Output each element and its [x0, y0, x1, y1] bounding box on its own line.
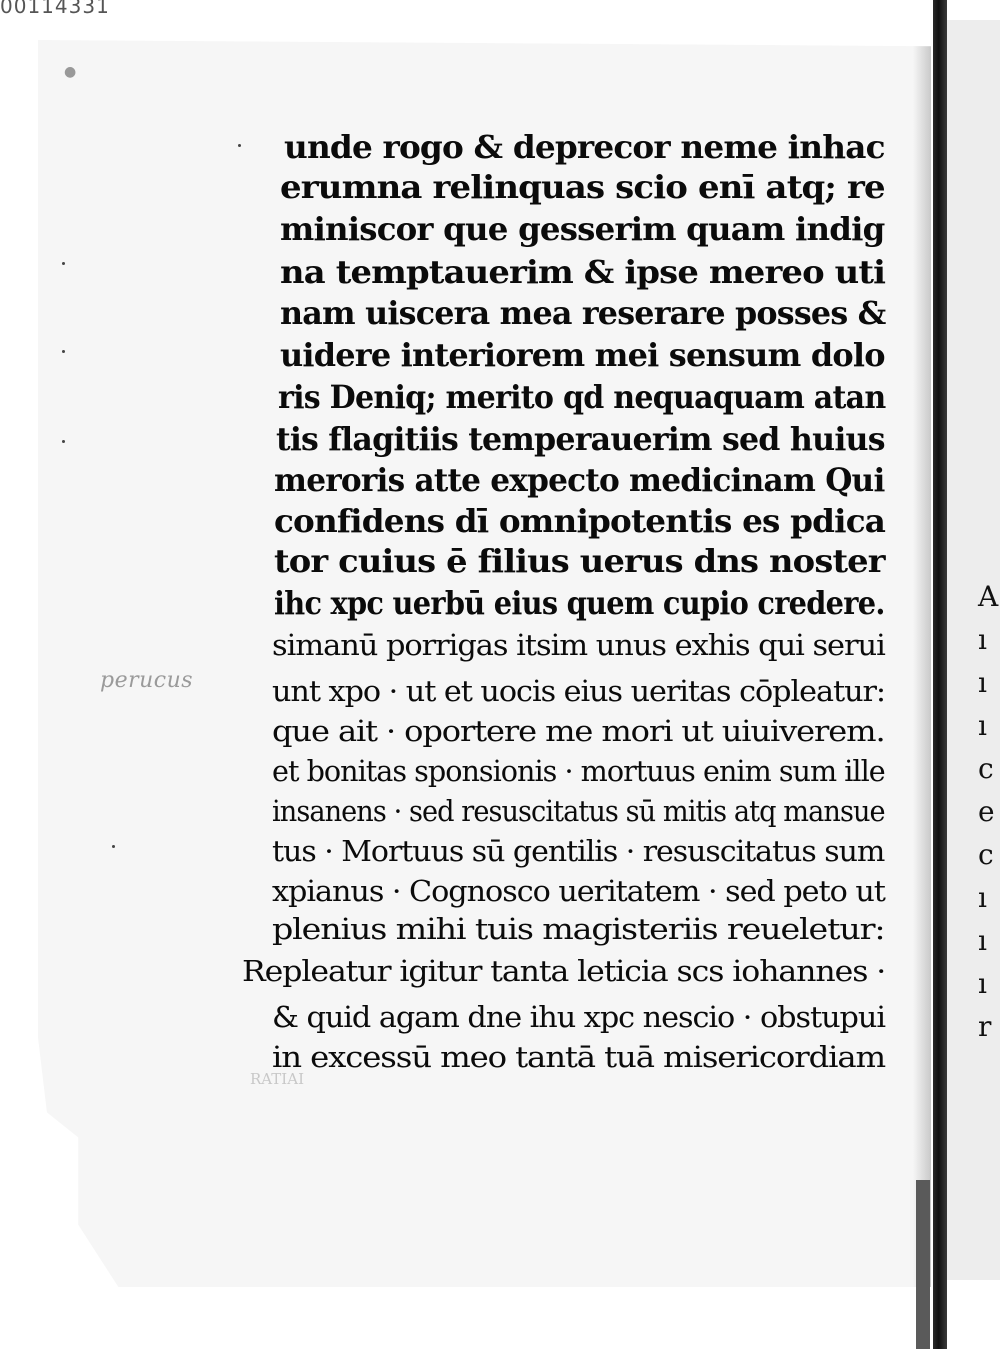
text-line: simanū porrigas itsim unus exhis qui serui — [272, 628, 885, 662]
facing-letter: ı — [978, 924, 987, 957]
text-line: tor cuius ē filius uerus dns noster — [274, 542, 885, 580]
text-line: meroris atte expecto medicinam Qui — [274, 461, 885, 499]
text-line: insanens · sed resuscitatus sū mitis atq mansue — [272, 794, 885, 828]
text-line: et bonitas sponsionis · mortuus enim sum ille — [272, 754, 885, 788]
text-line: uidere interiorem mei sensum dolo — [280, 336, 885, 374]
facing-letter: e — [978, 795, 995, 828]
facing-page-letters — [978, 575, 998, 1048]
text-line-initial: Repleatur igitur tanta leticia scs iohannes · — [242, 954, 886, 988]
margin-annotation: perucus — [100, 668, 194, 693]
prick-mark — [62, 350, 65, 353]
scan-id-label: 00114331 — [0, 0, 110, 18]
prick-mark — [112, 845, 115, 848]
prick-mark — [238, 144, 241, 147]
text-line: tus · Mortuus sū gentilis · resuscitatus sum — [272, 834, 885, 868]
facing-letter: ı — [978, 709, 987, 742]
text-line: in excessū meo tantā tuā misericordiam — [272, 1040, 886, 1074]
facing-letter: ı — [978, 967, 987, 1000]
text-line: que ait · oportere me mori ut uiuiverem. — [272, 714, 885, 748]
facing-letter: A — [978, 580, 999, 613]
prick-mark — [62, 440, 65, 443]
book-gutter — [933, 0, 947, 1349]
corner-smudge-icon: ● — [64, 64, 77, 80]
prick-mark — [62, 262, 65, 265]
text-line: ris Deniq; merito qd nequaquam atan — [278, 378, 886, 416]
gutter-shadow — [916, 1180, 930, 1349]
text-line: miniscor que gesserim quam indig — [280, 210, 885, 248]
text-line: confidens dī omnipotentis es pdica — [274, 502, 886, 540]
facing-letter: ı — [978, 881, 987, 914]
text-line: & quid agam dne ihu xpc nescio · obstupui — [272, 1000, 885, 1034]
text-line: xpianus · Cognosco ueritatem · sed peto ut — [272, 874, 885, 908]
text-line: unde rogo & deprecor neme inhac — [284, 128, 885, 166]
facing-letter: c — [978, 838, 994, 871]
faint-bleedthrough-text: RATIAI — [250, 1070, 304, 1088]
facing-letter: ı — [978, 666, 987, 699]
text-line: na temptauerim & ipse mereo uti — [280, 253, 886, 291]
facing-letter: r — [978, 1010, 992, 1043]
text-line: unt xpo · ut et uocis eius ueritas cōpleatur: — [272, 674, 886, 708]
facing-letter: ı — [978, 623, 987, 656]
facing-letter: c — [978, 752, 994, 785]
text-line: nam uiscera mea reserare posses & — [280, 294, 886, 332]
text-line: plenius mihi tuis magisteriis reueletur: — [272, 912, 885, 946]
text-line: ihc xpc uerbū eius quem cupio credere. — [274, 584, 885, 622]
text-line: tis flagitiis temperauerim sed huius — [276, 420, 885, 458]
text-line: erumna relinquas scio enī atq; re — [280, 168, 885, 206]
